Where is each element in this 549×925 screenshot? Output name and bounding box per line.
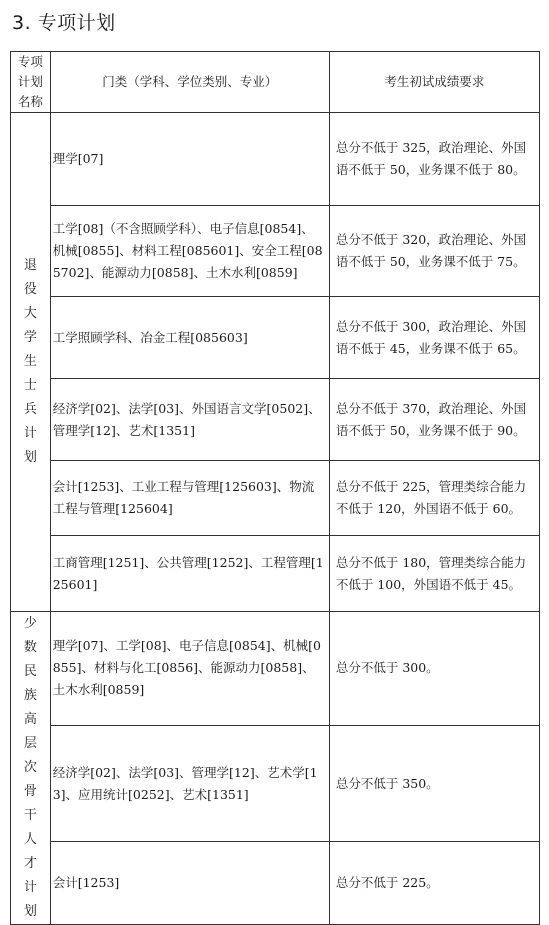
header-category: 门类（学科、学位类别、专业） — [50, 52, 329, 113]
category-cell: 会计[1253]、工业工程与管理[125603]、物流工程与管理[125604] — [50, 461, 329, 536]
header-plan-name: 专项计划名称 — [11, 52, 51, 113]
table-row — [11, 725, 540, 842]
requirement-cell: 总分不低于 225，管理类综合能力不低于 120，外国语不低于 60。 — [329, 461, 539, 536]
table-row — [11, 206, 540, 297]
requirement-cell: 总分不低于 180，管理类综合能力不低于 100，外国语不低于 45。 — [329, 536, 539, 612]
table-row — [11, 461, 540, 536]
category-cell: 经济学[02]、法学[03]、管理学[12]、艺术学[13]、应用统计[0252]、艺术[1351] — [50, 725, 329, 842]
category-cell: 理学[07]、工学[08]、电子信息[0854]、机械[0855]、材料与化工[0856]、能源动力[0858]、土木水利[0859] — [50, 612, 329, 726]
requirement-cell: 总分不低于 300。 — [329, 612, 539, 726]
requirement-cell: 总分不低于 350。 — [329, 725, 539, 842]
section-heading: 3. 专项计划 — [12, 12, 116, 34]
special-plan-table — [10, 51, 540, 925]
requirement-cell: 总分不低于 300，政治理论、外国语不低于 45，业务课不低于 65。 — [329, 297, 539, 379]
table-header-row — [11, 52, 540, 113]
table-row — [11, 612, 540, 726]
category-cell: 理学[07] — [50, 113, 329, 206]
category-cell: 工商管理[1251]、公共管理[1252]、工程管理[125601] — [50, 536, 329, 612]
category-cell: 经济学[02]、法学[03]、外国语言文学[0502]、管理学[12]、艺术[1351] — [50, 379, 329, 461]
category-cell: 工学[08]（不含照顾学科）、电子信息[0854]、机械[0855]、材料工程[085601]、安全工程[085702]、能源动力[0858]、土木水利[0859] — [50, 206, 329, 297]
requirement-cell: 总分不低于 320，政治理论、外国语不低于 50，业务课不低于 75。 — [329, 206, 539, 297]
category-cell: 会计[1253] — [50, 842, 329, 925]
table-row — [11, 842, 540, 925]
table-row — [11, 113, 540, 206]
requirement-cell: 总分不低于 370，政治理论、外国语不低于 50，业务课不低于 90。 — [329, 379, 539, 461]
category-cell: 工学照顾学科、冶金工程[085603] — [50, 297, 329, 379]
header-requirement: 考生初试成绩要求 — [329, 52, 539, 113]
table-row — [11, 536, 540, 612]
table-row — [11, 297, 540, 379]
table-row — [11, 379, 540, 461]
requirement-cell: 总分不低于 325，政治理论、外国语不低于 50，业务课不低于 80。 — [329, 113, 539, 206]
requirement-cell: 总分不低于 225。 — [329, 842, 539, 925]
plan-name-minority: 少数民族高层次骨干人才计划 — [11, 612, 51, 925]
plan-name-veterans: 退役大学生士兵计划 — [11, 113, 51, 612]
